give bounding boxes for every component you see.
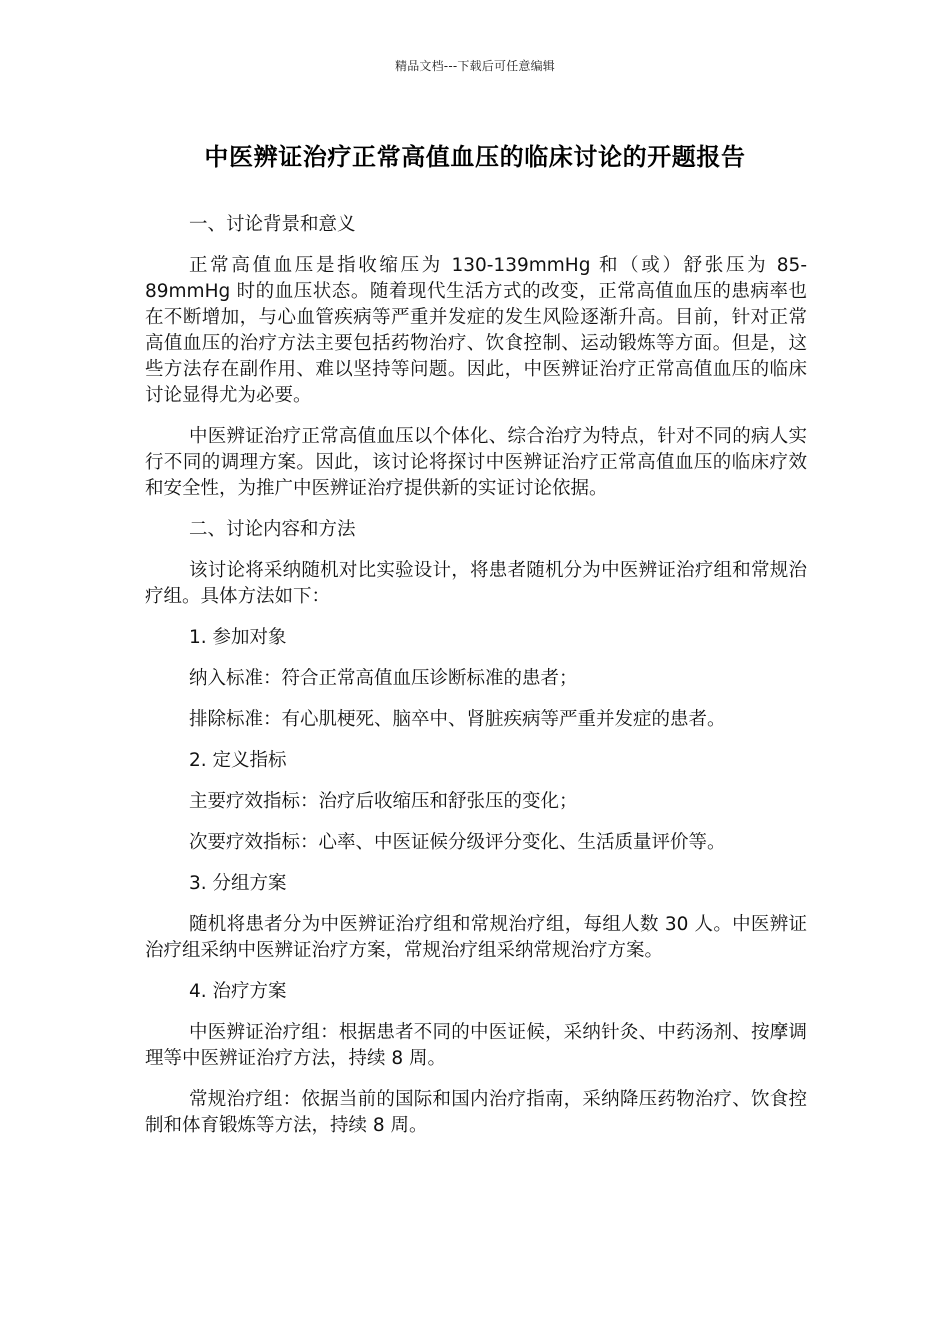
criteria-line: 纳入标准：符合正常高值血压诊断标准的患者； [189,668,578,689]
body-paragraph: 中医辨证治疗正常高值血压以个体化、综合治疗为特点，针对不同的病人实行不同的调理方案。因此，该讨论将探讨中医辨证治疗正常高值血压的临床疗效和安全性，为推广中医辨证治疗提供新的实证讨论依据。 [145,426,807,499]
body-paragraph: 正常高值血压是指收缩压为 130-139mmHg 和（或）舒张压为 85-89mmHg 时的血压状态。随着现代生活方式的改变，正常高值血压的患病率也在不断增加，与心血管疾病等严重并发症的发生风险逐渐升高。目前，针对正常高值血压的治疗方法主要包括药物治疗、饮食控制、运动锻炼等方面。但是，这些方法存在副作用、难以坚持等问题。因此，中医辨证治疗正常高值血压的临床讨论显得尤为必要。 [145,255,807,406]
section-heading: 一、讨论背景和意义 [189,214,356,235]
subsection-heading: 4. 治疗方案 [189,981,287,1002]
body-paragraph: 常规治疗组：依据当前的国际和国内治疗指南，采纳降压药物治疗、饮食控制和体育锻炼等方法，持续 8 周。 [145,1089,807,1136]
criteria-line: 排除标准：有心肌梗死、脑卒中、肾脏疾病等严重并发症的患者。 [189,709,726,730]
page-header-note: 精品文档---下载后可任意编辑 [395,59,555,73]
section-heading: 二、讨论内容和方法 [189,519,356,540]
body-paragraph: 该讨论将采纳随机对比实验设计，将患者随机分为中医辨证治疗组和常规治疗组。具体方法如下： [145,560,807,607]
body-paragraph: 中医辨证治疗组：根据患者不同的中医证候，采纳针灸、中药汤剂、按摩调理等中医辨证治疗方法，持续 8 周。 [145,1022,807,1069]
subsection-heading: 3. 分组方案 [189,873,287,894]
body-paragraph: 随机将患者分为中医辨证治疗组和常规治疗组，每组人数 30 人。中医辨证治疗组采纳中医辨证治疗方案，常规治疗组采纳常规治疗方案。 [145,914,807,961]
subsection-heading: 2. 定义指标 [189,750,287,771]
indicator-line: 次要疗效指标：心率、中医证候分级评分变化、生活质量评价等。 [189,832,726,853]
document-title: 中医辨证治疗正常高值血压的临床讨论的开题报告 [204,143,746,171]
indicator-line: 主要疗效指标：治疗后收缩压和舒张压的变化； [189,791,578,812]
subsection-heading: 1. 参加对象 [189,627,287,648]
document-body [145,212,807,1154]
